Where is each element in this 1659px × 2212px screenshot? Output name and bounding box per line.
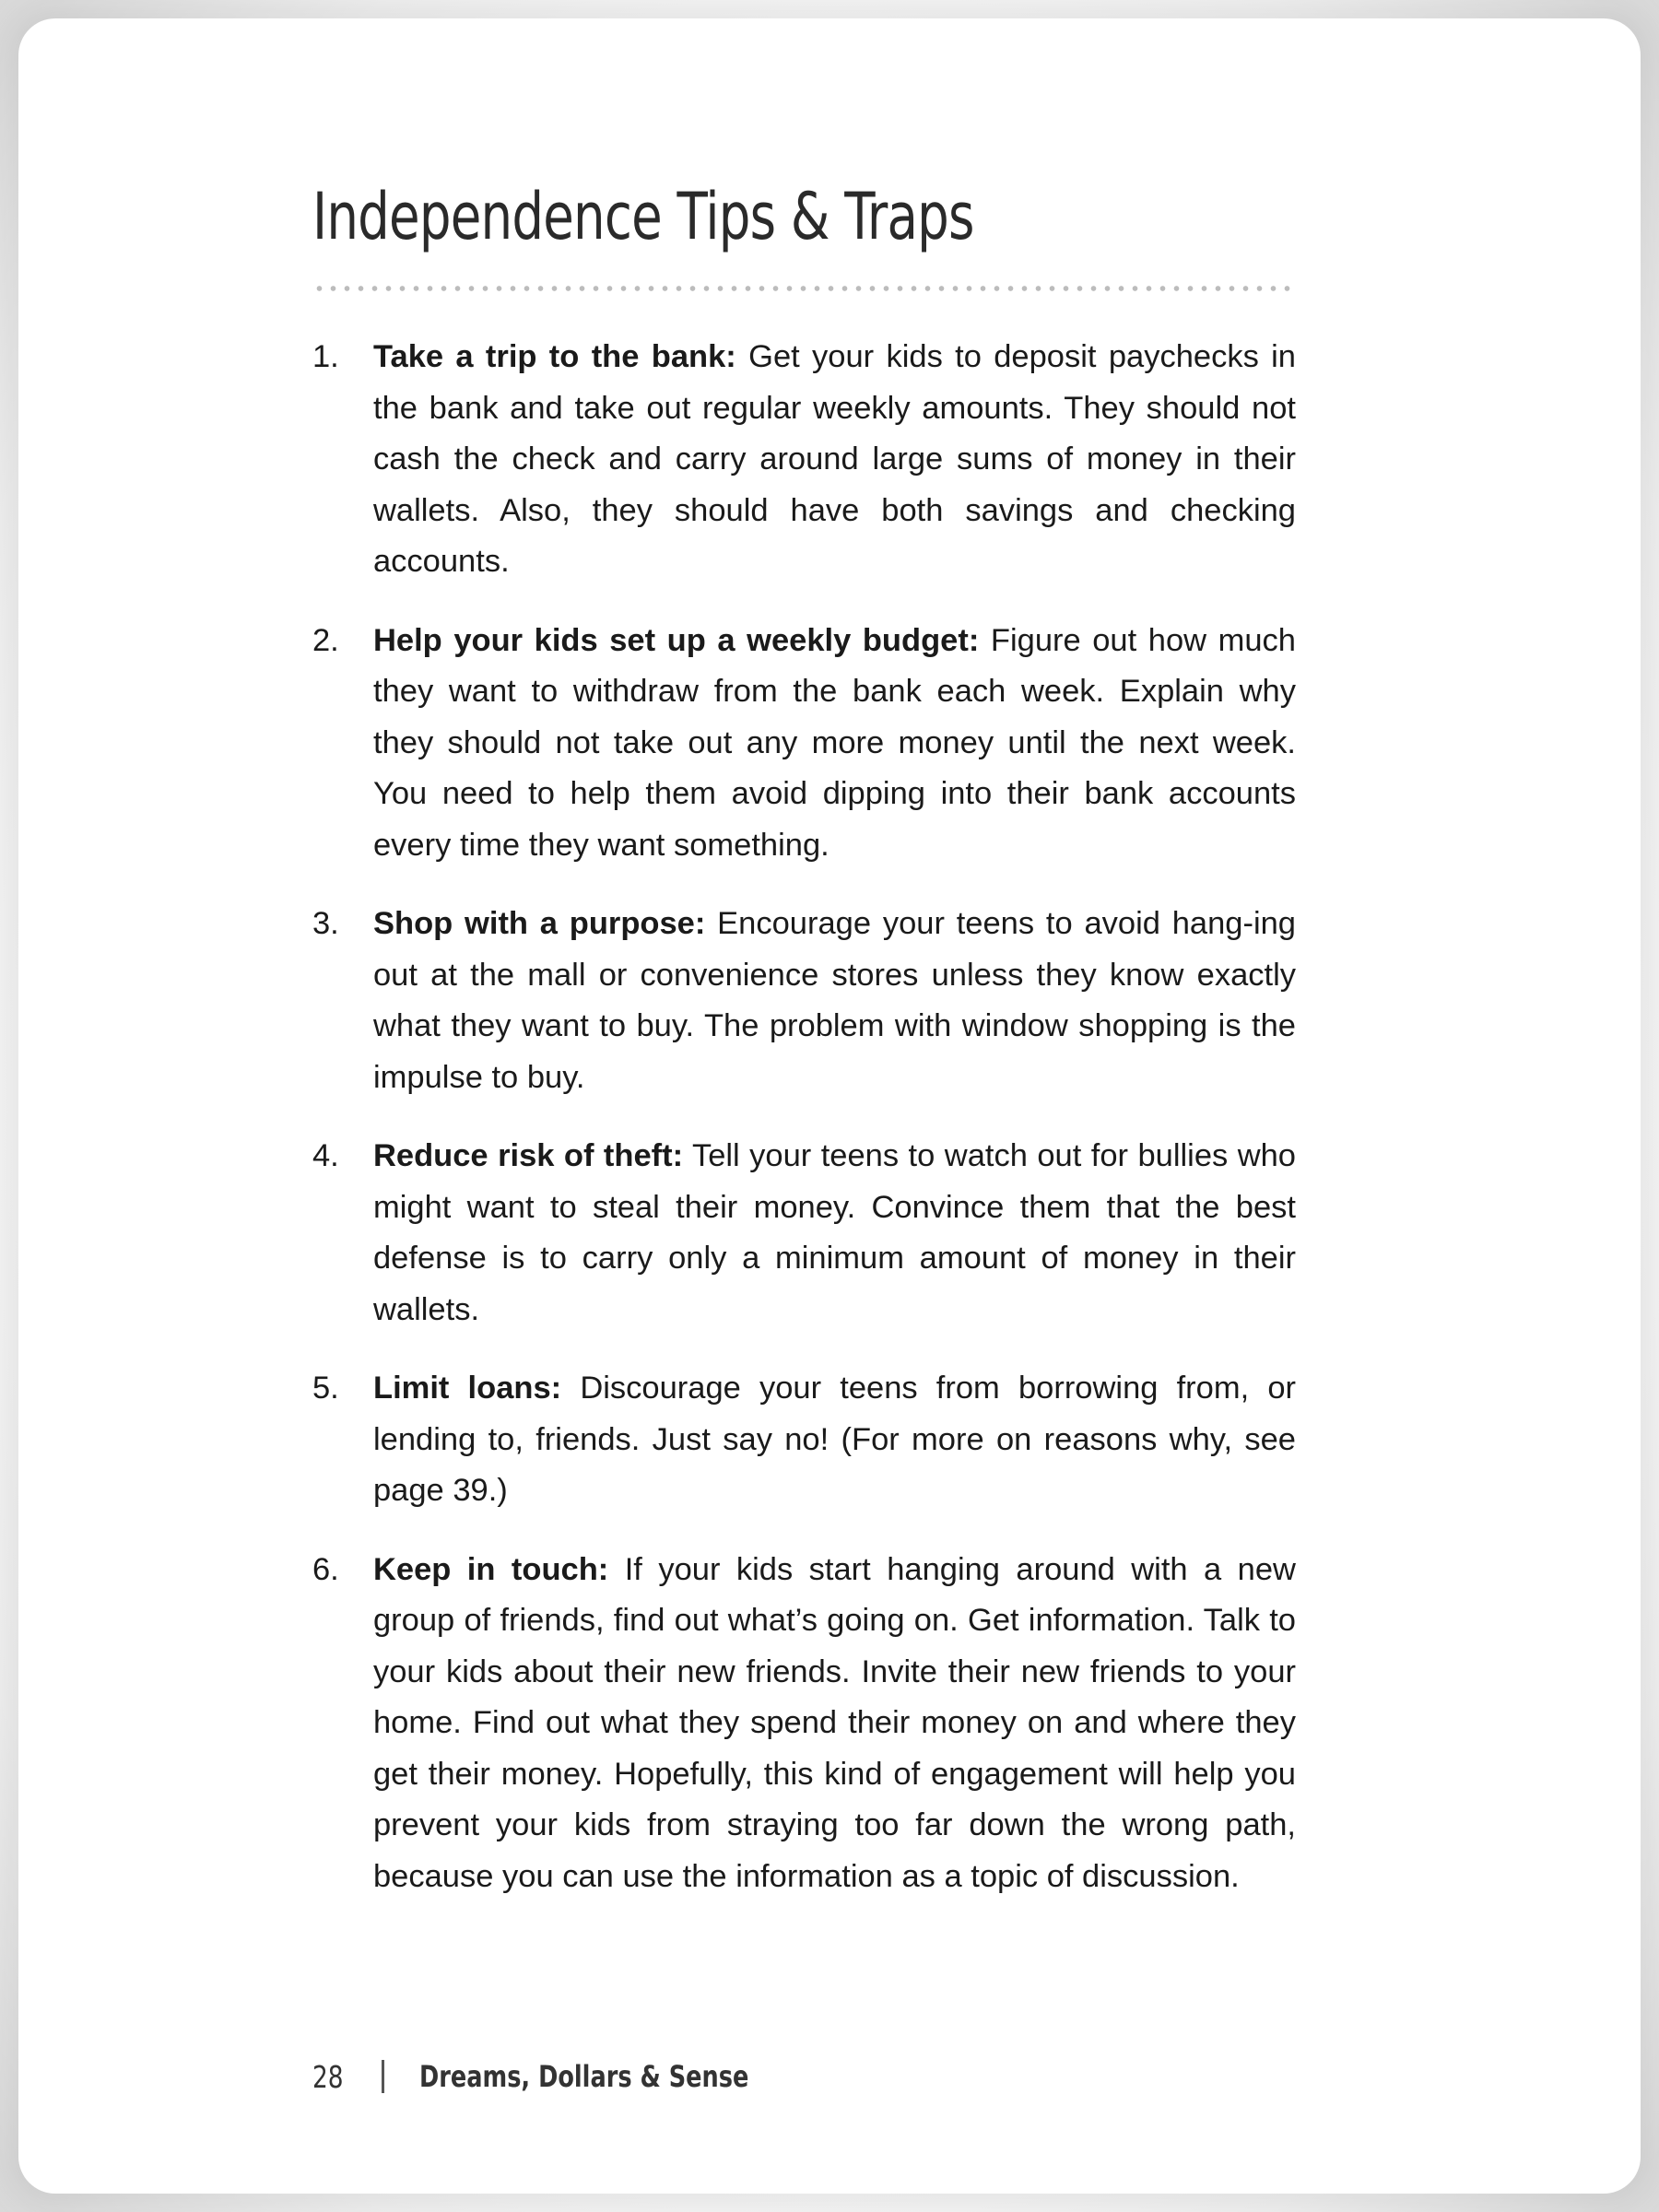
tip-item-2 [312, 616, 1296, 872]
tip-number: 4. [312, 1138, 339, 1173]
tip-heading: Reduce risk of theft: [373, 1138, 684, 1173]
page-content [312, 175, 1296, 1930]
page-title: Independence Tips & Traps [312, 179, 974, 254]
tip-body: Discourage your teens from borrowing from, or lending to, friends. Just say no! (For more on reasons why, see page 39.) [373, 1371, 1297, 1508]
tip-body: Encourage your teens to avoid hang-ing out at the mall or convenience stores unless they know exactly what they want to buy. The problem with window shopping is the impulse to buy. [373, 906, 1296, 1095]
tip-number: 3. [312, 906, 339, 941]
tip-body: Get your kids to deposit paychecks in the bank and take out regular weekly amounts. They should not cash the check and carry around large sums of money in their wallets. Also, they should have both savings and checking accounts. [373, 339, 1296, 579]
page-footer [312, 2053, 831, 2100]
footer-divider [382, 2060, 384, 2093]
tip-body: Figure out how much they want to withdraw from the bank each week. Explain why they should not take out any more money until the next week. You need to help them avoid dipping into their bank accounts every time they want something. [373, 622, 1296, 863]
dotted-title-rule [312, 286, 1296, 291]
tip-number: 2. [312, 622, 339, 658]
tip-item-6 [312, 1545, 1296, 1903]
tip-heading: Keep in touch: [373, 1551, 609, 1587]
tip-heading: Shop with a purpose: [373, 906, 706, 941]
tips-list [312, 332, 1296, 1902]
tip-heading: Take a trip to the bank: [373, 339, 736, 374]
tip-item-5 [312, 1363, 1296, 1517]
tip-heading: Help your kids set up a weekly budget: [373, 622, 980, 658]
tip-number: 5. [312, 1371, 339, 1406]
tip-number: 1. [312, 339, 339, 374]
footer-book-title: Dreams, Dollars & Sense [419, 2059, 749, 2094]
tip-item-3 [312, 899, 1296, 1103]
tip-item-4 [312, 1131, 1296, 1335]
tip-item-1 [312, 332, 1296, 588]
footer-page-number: 28 [312, 2058, 344, 2095]
tip-body: If your kids start hanging around with a new group of friends, find out what’s going on. Get information. Talk to your kids about their new friends. Invite their new friends to your home. Find out what they spend their money on and where they get their money. Hopefully, this kind of engagement will help you prevent your kids from straying too far down the wrong path, because you can use the information as a topic of discussion. [373, 1551, 1296, 1894]
tip-number: 6. [312, 1551, 339, 1587]
tip-body: Tell your teens to watch out for bullies who might want to steal their money. Convince them that the best defense is to carry only a minimum amount of money in their wallets. [373, 1138, 1296, 1327]
tip-heading: Limit loans: [373, 1371, 562, 1406]
